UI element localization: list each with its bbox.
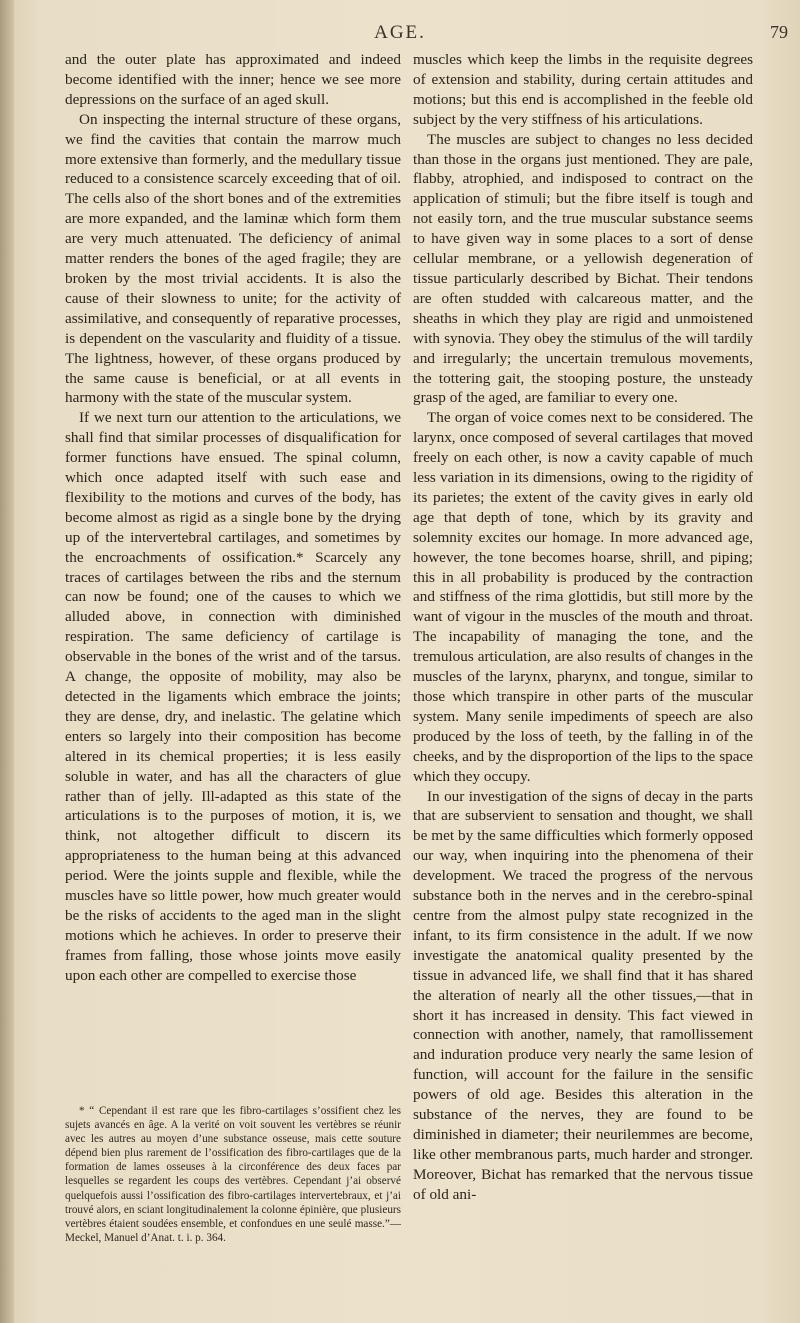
paragraph: On inspecting the internal structure of these organs, we find the cavities that contain the marrow much more extensive than formerly, and the medullary tissue reduced to a consistence scarcely exceeding that of oil. The cells also of the short bones and of the extremities are more expanded, and the laminæ which form them are very much attenuated. The deficiency of animal matter renders the bones of the aged fragile; they are broken by the most trivial accidents. It is also the cause of their slowness to unite; for the activity of assimilative, and consequently of reparative processes, is dependent on the vascularity and fluidity of a tissue. The lightness, however, of these organs produced by the same cause is beneficial, or at all events in harmony with the state of the muscular system. (65, 110, 401, 407)
page-header (0, 22, 800, 48)
footnote (65, 1104, 401, 1245)
paragraph: and the outer plate has approximated and indeed become identified with the inner; hence we see more depressions on the surface of an aged skull. (65, 51, 401, 108)
running-title: AGE. (374, 22, 426, 43)
page-gutter (0, 0, 14, 1323)
footnote-text: * “ Cependant il est rare que les fibro-cartilages s’ossifient chez les sujets avancés en âge. A la verité on voit souvent les vertèbres se réunir avec les autres au moyen d’une substance osseuse, mais cette souture dépend bien plus rarement de l’ossification des fibro-cartilages que de la formation de lames osseuses à la circonférence des deux faces par lesquelles se regardent les coups des vertèbres. Cependant j’ai observé quelquefois aussi l’ossification des fibro-cartilages intervertebraux, et j’ai trouvé alors, en sciant longitudinalement la colonne épinière, que plusieurs vertèbres étaient soudées ensemble, et confondues en une seulé masse.”— Meckel, Manuel d’Anat. t. i. p. 364. (65, 1105, 401, 1244)
paragraph: The muscles are subject to changes no less decided than those in the organs just mentioned. They are pale, flabby, atrophied, and indisposed to contract on the application of stimuli; but the fibre itself is tough and not easily torn, and the true muscular substance seems to have given way in some places to a sort of dense cellular membrane, or a yellowish degeneration of tissue particularly described by Bichat. Their tendons are often studded with calcareous matter, and the sheaths in which they play are rigid and unmoistened with synovia. They obey the stimulus of the will tardily and irregularly; the uncertain tremulous movements, the tottering gait, the stooping posture, the unsteady grasp of the aged, are familiar to every one. (413, 130, 753, 407)
left-column (65, 50, 401, 986)
paragraph: The organ of voice comes next to be considered. The larynx, once composed of several cartilages that moved freely on each other, is now a cavity capable of much less variation in its dimensions, owing to the rigidity of its parietes; the extent of the cavity gives in early old age that depth of tone, which by its gravity and solemnity excites our homage. In more advanced age, however, the tone becomes hoarse, shrill, and piping; this in all probability is produced by the contraction and stiffness of the rima glottidis, but still more by the want of vigour in the muscles of the mouth and throat. The incapability of managing the tone, and the tremulous articulation, are also results of changes in the muscles of the larynx, pharynx, and tongue, similar to those which transpire in other parts of the muscular system. Many senile impediments of speech are also produced by the loss of teeth, by the falling in of the cheeks, and by the disproportion of the lips to the space which they occupy. (413, 409, 753, 785)
paragraph: muscles which keep the limbs in the requisite degrees of extension and stability, during certain attitudes and motions; but this end is accomplished in the feeble old subject by the very stiffness of his articulations. (413, 51, 753, 128)
paragraph: In our investigation of the signs of decay in the parts that are subservient to sensation and thought, we shall be met by the same difficulties which formerly opposed our way, when inquiring into the phenomena of their development. We traced the progress of the nervous substance both in the nerves and in the cerebro-spinal centre from the almost pulpy state recognized in the infant, to its firm consistence in the adult. If we now investigate the anatomical quality presented by the tissue in advanced life, we shall find that it has shared the alteration of nearly all the other tissues,—that in short it has increased in density. This fact viewed in connection with another, namely, that ramollissement and induration produce very nearly the same lesion of function, will account for the failure in the sensific powers of old age. Besides this alteration in the substance of the nerves, they are found to be diminished in diameter; their neurilemmes are become, like other membranous parts, much harder and stronger. Moreover, Bichat has remarked that the nervous tissue of old ani- (413, 787, 753, 1203)
right-column (413, 50, 753, 1205)
page-number: 79 (770, 22, 788, 42)
paragraph: If we next turn our attention to the articulations, we shall find that similar processes of disqualification for former functions have ensued. The spinal column, which once adapted itself with such ease and flexibility to the motions and curves of the body, has become almost as rigid as a single bone by the drying up of the intervertebral cartilages, and sometimes by the encroachments of ossification.* Scarcely any traces of cartilages between the ribs and the sternum can now be found; one of the causes to which we alluded above, in connection with diminished respiration. The same deficiency of cartilage is observable in the bones of the wrist and of the tarsus. A change, the opposite of mobility, may also be detected in the ligaments which embrace the joints; they are dense, dry, and inelastic. The gelatine which enters so largely into their composition has become altered in its chemical properties; it is less easily soluble in water, and has all the characters of glue rather than of jelly. Ill-adapted as this state of the articulations is to the purposes of motion, it is, we think, not altogether difficult to discern its appropriateness to the human being at this advanced period. Were the joints supple and flexible, while the muscles have so little power, how much greater would be the risks of accidents to the aged man in the slight motions which he achieves. In order to preserve their frames from falling, those whose joints move easily upon each other are compelled to exercise those (65, 409, 401, 984)
